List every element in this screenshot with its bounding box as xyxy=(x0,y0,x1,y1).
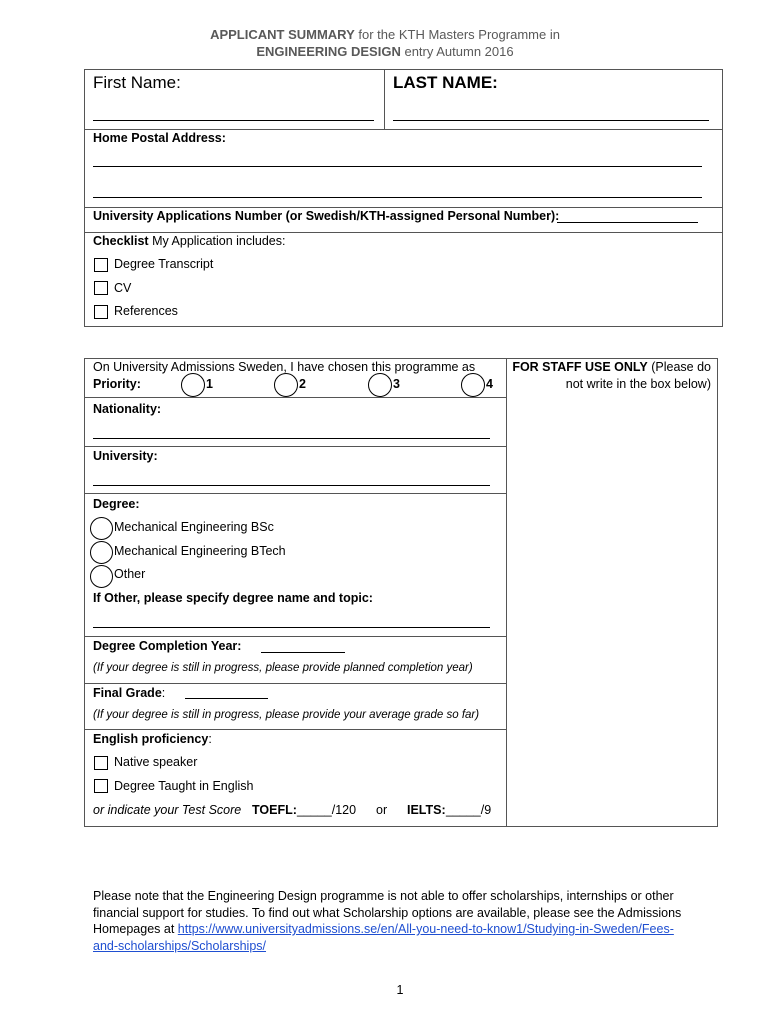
other-degree-input[interactable] xyxy=(93,627,490,628)
degree-btech-radio[interactable] xyxy=(90,541,113,564)
checklist-heading xyxy=(93,234,285,248)
row-divider xyxy=(84,493,506,494)
checklist-label: Checklist xyxy=(93,234,149,248)
page-number: 1 xyxy=(396,983,404,997)
priority-option: 2 xyxy=(299,377,306,391)
priority-option: 3 xyxy=(393,377,400,391)
english-option: Degree Taught in English xyxy=(114,779,254,793)
scholarship-note-line xyxy=(93,922,674,936)
staff-use-title: FOR STAFF USE ONLY xyxy=(512,360,648,374)
priority-3-radio[interactable] xyxy=(368,373,392,397)
scholarship-note-line: Please note that the Engineering Design programme is not able to offer scholarships, internships or other xyxy=(93,889,674,903)
last-name-label: LAST NAME: xyxy=(393,73,498,92)
references-checkbox[interactable] xyxy=(94,305,108,319)
homepages-prefix: Homepages at xyxy=(93,922,175,936)
degree-option: Mechanical Engineering BSc xyxy=(114,520,274,534)
priority-option: 1 xyxy=(206,377,213,391)
university-input[interactable] xyxy=(93,485,490,486)
completion-year-input[interactable] xyxy=(261,652,345,653)
university-label: University: xyxy=(93,449,158,463)
toefl-score-input[interactable]: _____/120 xyxy=(297,803,357,817)
other-specify-label: If Other, please specify degree name and topic: xyxy=(93,591,373,605)
degree-option: Mechanical Engineering BTech xyxy=(114,544,286,558)
applicant-details-box xyxy=(84,69,723,327)
priority-1-radio[interactable] xyxy=(181,373,205,397)
final-grade-input[interactable] xyxy=(185,698,268,699)
test-score-prefix: or indicate your Test Score xyxy=(93,803,242,817)
priority-4-radio[interactable] xyxy=(461,373,485,397)
row-divider xyxy=(84,232,723,233)
english-heading xyxy=(93,732,212,746)
english-colon: : xyxy=(208,732,212,746)
uni-app-number-label: University Applications Number (or Swedish/KTH-assigned Personal Number): xyxy=(93,209,560,223)
header-title: APPLICANT SUMMARY xyxy=(210,27,355,42)
final-grade-colon: : xyxy=(161,686,166,700)
degree-option: Other xyxy=(114,567,146,581)
degree-label: Degree: xyxy=(93,497,140,511)
english-label: English proficiency xyxy=(93,732,209,746)
staff-use-heading xyxy=(511,360,711,374)
row-divider xyxy=(84,683,506,684)
row-divider xyxy=(84,446,506,447)
scholarships-link-continued[interactable]: and-scholarships/Scholarships/ xyxy=(93,939,267,953)
ielts-label: IELTS: xyxy=(407,803,446,817)
final-grade-label: Final Grade xyxy=(93,686,162,700)
address-line-1-input[interactable] xyxy=(93,166,702,167)
checklist-intro: My Application includes: xyxy=(152,234,286,248)
completion-year-label: Degree Completion Year: xyxy=(93,639,242,653)
row-divider xyxy=(84,129,723,130)
degree-bsc-radio[interactable] xyxy=(90,517,113,540)
header-subtitle: for the KTH Masters Programme in xyxy=(358,27,560,42)
nationality-label: Nationality: xyxy=(93,402,162,416)
degree-transcript-checkbox[interactable] xyxy=(94,258,108,272)
address-line-2-input[interactable] xyxy=(93,197,702,198)
nationality-input[interactable] xyxy=(93,438,490,439)
checklist-item: CV xyxy=(114,281,132,295)
priority-label: Priority: xyxy=(93,377,141,391)
cv-checkbox[interactable] xyxy=(94,281,108,295)
or-text: or xyxy=(376,803,388,817)
row-divider xyxy=(84,729,506,730)
row-divider xyxy=(84,636,506,637)
name-divider xyxy=(384,69,385,129)
toefl-label: TOEFL: xyxy=(252,803,297,817)
degree-taught-english-checkbox[interactable] xyxy=(94,779,108,793)
priority-option: 4 xyxy=(486,377,493,391)
row-divider xyxy=(84,397,506,398)
final-grade-note: (If your degree is still in progress, please provide your average grade so far) xyxy=(93,709,480,721)
scholarships-link[interactable]: https://www.universityadmissions.se/en/All-you-need-to-know1/Studying-in-Sweden/Fees- xyxy=(177,922,674,936)
final-grade-heading xyxy=(93,686,165,700)
priority-2-radio[interactable] xyxy=(274,373,298,397)
last-name-input[interactable] xyxy=(393,120,709,121)
home-address-label: Home Postal Address: xyxy=(93,131,226,145)
header-line-2 xyxy=(0,43,770,60)
first-name-label: First Name: xyxy=(93,73,181,92)
header-line-1 xyxy=(0,26,770,43)
staff-use-note-2: not write in the box below) xyxy=(565,377,711,391)
first-name-input[interactable] xyxy=(93,120,374,121)
scholarship-note-line: financial support for studies. To find out what Scholarship options are available, please see the Admissions xyxy=(93,906,682,920)
row-divider xyxy=(84,207,723,208)
entry-term: entry Autumn 2016 xyxy=(404,44,514,59)
ielts-score-input[interactable]: _____/9 xyxy=(446,803,492,817)
staff-use-note: (Please do xyxy=(651,360,711,374)
checklist-item: Degree Transcript xyxy=(114,257,214,271)
completion-year-note: (If your degree is still in progress, please provide planned completion year) xyxy=(93,662,473,674)
english-option: Native speaker xyxy=(114,755,198,769)
priority-intro: On University Admissions Sweden, I have chosen this programme as xyxy=(93,360,476,374)
checklist-item: References xyxy=(114,304,178,318)
staff-column-divider xyxy=(506,358,507,827)
degree-other-radio[interactable] xyxy=(90,565,113,588)
programme-name: ENGINEERING DESIGN xyxy=(256,44,401,59)
uni-app-number-input[interactable] xyxy=(557,222,698,223)
native-speaker-checkbox[interactable] xyxy=(94,756,108,770)
